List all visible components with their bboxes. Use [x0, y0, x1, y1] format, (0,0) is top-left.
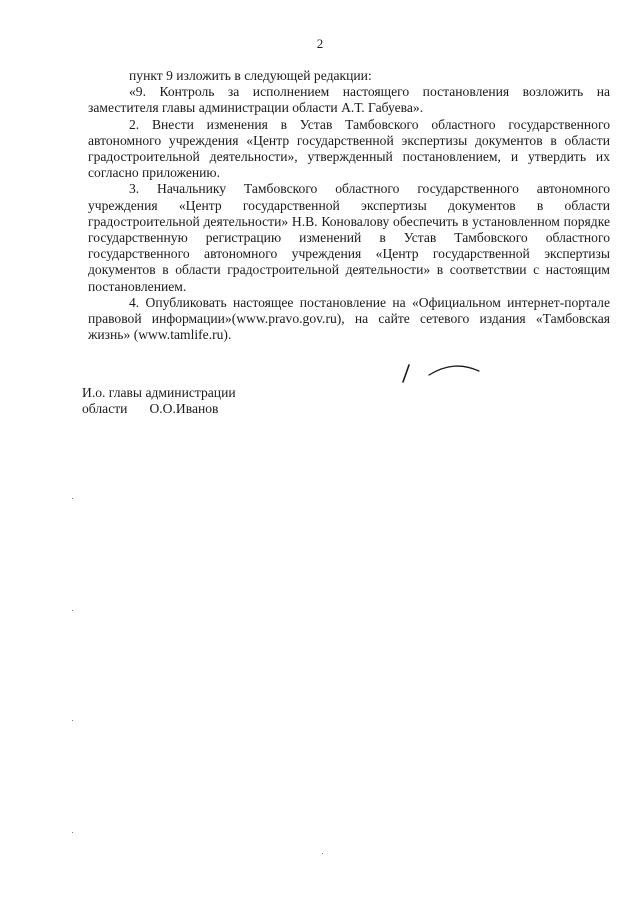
document-body — [88, 68, 610, 343]
signatory-name: О.О.Иванов — [149, 400, 219, 416]
paragraph-item-3: 3. Начальнику Тамбовского областного государственного автономного учреждения «Центр государственной экспертизы документов в области градостроительной деятельности» Н.В. Коновалову обеспечить в установленном порядке государственную регистрацию изменений в Устав Тамбовского областного государственного автономного учреждения «Центр государственной экспертизы документов в области градостроительной деятельности» в соответствии с настоящим постановлением. — [88, 181, 610, 294]
signatory-title: И.о. главы администрации — [82, 385, 236, 400]
handwritten-signature — [395, 357, 495, 387]
page-number: 2 — [316, 36, 324, 51]
paragraph-item-9: «9. Контроль за исполнением настоящего постановления возложить на заместителя главы администрации области А.Т. Габуева». — [88, 84, 610, 116]
signature-block — [82, 385, 236, 416]
signatory-region: области — [82, 400, 128, 416]
paragraph-item-2: 2. Внести изменения в Устав Тамбовского областного государственного автономного учреждения «Центр государственной экспертизы документов в области градостроительной деятельности», утвержденный постановлением, и утвердить их согласно приложению. — [88, 116, 610, 181]
scan-speck — [72, 498, 73, 499]
scan-speck — [322, 853, 323, 854]
scan-speck — [72, 610, 73, 611]
paragraph-intro: пункт 9 изложить в следующей редакции: — [129, 68, 372, 83]
paragraph-item-4: 4. Опубликовать настоящее постановление на «Официальном интернет-портале правовой информации»(www.pravo.gov.ru), на сайте сетевого издания «Тамбовская жизнь» (www.tamlife.ru). — [88, 294, 610, 343]
scan-speck — [72, 720, 73, 721]
scan-speck — [72, 832, 73, 833]
signatory-row — [82, 401, 236, 417]
